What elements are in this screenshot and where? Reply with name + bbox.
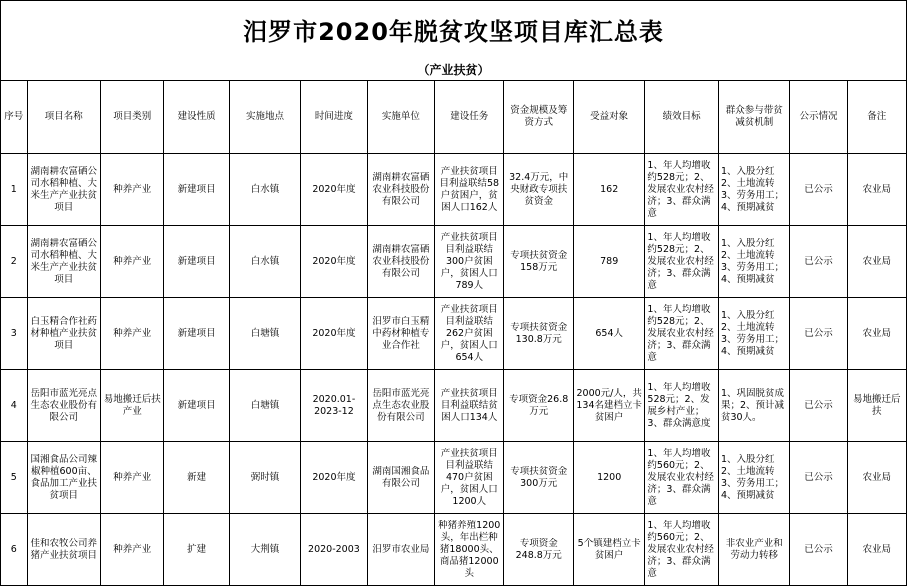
cell-funds [504, 514, 573, 586]
cell-project-name [27, 370, 101, 442]
col-header: 绩效目标 [645, 81, 719, 154]
cell-text: 湖南耕农富硒公司水稻种植、大米生产产业扶贫项目 [30, 165, 98, 213]
col-header: 时间进度 [301, 81, 367, 154]
cell-mechanism [718, 154, 789, 226]
cell-project-name [27, 226, 101, 298]
cell-publicity: 已公示 [790, 514, 847, 586]
cell-index: 5 [1, 442, 28, 514]
cell-location: 白塘镇 [229, 370, 300, 442]
col-header: 序号 [1, 81, 28, 154]
cell-unit [367, 370, 434, 442]
cell-text: 32.4万元，中央财政专项扶贫资金 [509, 171, 569, 207]
cell-schedule: 2020年度 [301, 226, 367, 298]
cell-text: 1、年人均增收约528元；2、发展农业农村经济；3、群众满意 [647, 303, 714, 363]
cell-publicity: 已公示 [790, 370, 847, 442]
cell-remark: 农业局 [847, 298, 906, 370]
cell-text: 5个镇建档立卡贫困户 [577, 537, 641, 561]
cell-publicity: 已公示 [790, 442, 847, 514]
cell-text: 岳阳市蓝光亮点生态农业股份有限公司 [372, 387, 430, 423]
cell-task [435, 154, 504, 226]
cell-text: 1、年人均增收约560元；2、发展农业农村经济；3、群众满意 [647, 519, 714, 579]
cell-index: 1 [1, 154, 28, 226]
cell-category: 种养产业 [101, 154, 164, 226]
cell-text: 湖南耕农富硒公司水稻种植、大米生产产业扶贫项目 [30, 237, 98, 285]
col-header: 群众参与带贫减贫机制 [718, 81, 789, 154]
cell-text: 湖南耕农富硒农业科技股份有限公司 [372, 171, 430, 207]
cell-location: 白水镇 [229, 226, 300, 298]
table-row [1, 514, 907, 586]
cell-remark: 农业局 [847, 442, 906, 514]
table-row [1, 442, 907, 514]
cell-location: 大荆镇 [229, 514, 300, 586]
cell-text: 专项扶贫资金158万元 [510, 249, 568, 273]
cell-text: 专项扶贫资金130.8万元 [510, 321, 568, 345]
cell-text: 产业扶贫项目目利益联结470户贫困户，贫困人口1200人 [440, 447, 498, 507]
cell-goal [645, 370, 719, 442]
cell-goal [645, 514, 719, 586]
cell-mechanism [718, 514, 789, 586]
cell-text: 1、年人均增收约560元；2、发展农业农村经济；3、群众满意 [647, 447, 714, 507]
cell-schedule: 2020年度 [301, 442, 367, 514]
cell-text: 专项资金248.8万元 [515, 537, 562, 561]
cell-text: 种猪养殖1200头，年出栏种猪18000头、商品猪12000头 [438, 519, 501, 579]
cell-text: 1、年人均增收528元；2、发展乡村产业；3、群众满意度 [647, 381, 711, 429]
cell-category: 种养产业 [101, 442, 164, 514]
cell-nature: 新建项目 [164, 370, 229, 442]
header-row [1, 81, 907, 154]
cell-nature: 新建 [164, 442, 229, 514]
cell-location: 白塘镇 [229, 298, 300, 370]
cell-funds [504, 370, 573, 442]
cell-text: 1、入股分红2、土地流转3、劳务用工；4、预期减贫 [720, 309, 784, 357]
cell-text: 佳和农牧公司养猪产业扶贫项目 [30, 537, 98, 561]
cell-task [435, 226, 504, 298]
cell-mechanism [718, 298, 789, 370]
cell-publicity: 已公示 [790, 154, 847, 226]
table-row [1, 154, 907, 226]
cell-text: 湖南国湘食品有限公司 [372, 465, 430, 489]
col-header: 受益对象 [573, 81, 644, 154]
cell-text: 1、年人均增收约528元；2、发展农业农村经济；3、群众满意 [647, 159, 714, 219]
table-row [1, 370, 907, 442]
col-header: 资金规模及筹资方式 [504, 81, 573, 154]
cell-schedule: 2020年度 [301, 154, 367, 226]
cell-text: 1、年人均增收约528元；2、发展农业农村经济；3、群众满意 [647, 231, 714, 291]
cell-category: 易地搬迁后扶产业 [101, 370, 164, 442]
cell-text: 产业扶贫项目目利益联结58户贫困户，贫困人口162人 [439, 165, 500, 213]
col-header: 实施地点 [229, 81, 300, 154]
cell-publicity: 已公示 [790, 298, 847, 370]
cell-funds [504, 154, 573, 226]
cell-index: 3 [1, 298, 28, 370]
cell-nature: 新建项目 [164, 226, 229, 298]
cell-category: 种养产业 [101, 298, 164, 370]
cell-unit [367, 226, 434, 298]
col-header: 项目类别 [101, 81, 164, 154]
cell-unit [367, 514, 434, 586]
cell-goal [645, 226, 719, 298]
cell-text: 汨罗市白玉精中药材种植专业合作社 [372, 315, 430, 351]
cell-task [435, 370, 504, 442]
table-row [1, 298, 907, 370]
cell-nature: 扩建 [164, 514, 229, 586]
cell-publicity: 已公示 [790, 226, 847, 298]
table-row [1, 226, 907, 298]
cell-beneficiary: 654人 [573, 298, 644, 370]
cell-schedule: 2020年度 [301, 298, 367, 370]
cell-project-name [27, 442, 101, 514]
cell-index: 6 [1, 514, 28, 586]
cell-text: 汨罗市农业局 [372, 543, 430, 555]
cell-text: 1、入股分红2、土地流转3、劳务用工；4、预期减贫 [720, 453, 784, 501]
cell-text: 1、入股分红2、土地流转3、劳务用工；4、预期减贫 [720, 165, 784, 213]
cell-text: 非农业产业和劳动力转移 [725, 537, 783, 561]
cell-schedule: 2020.01-2023-12 [301, 370, 367, 442]
cell-remark: 易地搬迁后扶 [847, 370, 906, 442]
cell-category: 种养产业 [101, 514, 164, 586]
cell-beneficiary: 162 [573, 154, 644, 226]
col-header: 项目名称 [27, 81, 101, 154]
cell-project-name [27, 514, 101, 586]
cell-mechanism [718, 226, 789, 298]
cell-beneficiary: 789 [573, 226, 644, 298]
page-subtitle: （产业扶贫） [417, 62, 490, 77]
summary-table [0, 80, 907, 586]
cell-text: 专项扶贫资金300万元 [510, 465, 568, 489]
cell-project-name [27, 298, 101, 370]
cell-beneficiary [573, 514, 644, 586]
col-header: 实施单位 [367, 81, 434, 154]
cell-text: 1、巩固脱贫成果；2、预计减贫30人。 [720, 387, 784, 423]
cell-mechanism [718, 370, 789, 442]
cell-schedule: 2020-2003 [301, 514, 367, 586]
cell-text: 岳阳市蓝光亮点生态农业股份有限公司 [30, 387, 98, 423]
page-title: 汨罗市2020年脱贫攻坚项目库汇总表 [243, 17, 664, 46]
cell-text: 1、入股分红2、土地流转3、劳务用工；4、预期减贫 [720, 237, 784, 285]
cell-goal [645, 442, 719, 514]
cell-category: 种养产业 [101, 226, 164, 298]
cell-unit [367, 298, 434, 370]
cell-text: 白玉精合作社药材种植产业扶贫项目 [30, 315, 98, 351]
cell-goal [645, 154, 719, 226]
cell-beneficiary: 1200 [573, 442, 644, 514]
cell-nature: 新建项目 [164, 298, 229, 370]
col-header: 备注 [847, 81, 906, 154]
cell-unit [367, 154, 434, 226]
cell-beneficiary [573, 370, 644, 442]
cell-funds [504, 442, 573, 514]
col-header: 建设性质 [164, 81, 229, 154]
cell-text: 湖南耕农富硒农业科技股份有限公司 [372, 243, 430, 279]
cell-task [435, 442, 504, 514]
cell-project-name [27, 154, 101, 226]
cell-mechanism [718, 442, 789, 514]
cell-unit [367, 442, 434, 514]
cell-funds [504, 226, 573, 298]
cell-text: 国湘食品公司辣椒种植600亩、食品加工产业扶贫项目 [30, 453, 98, 501]
cell-index: 2 [1, 226, 28, 298]
cell-location: 白水镇 [229, 154, 300, 226]
cell-index: 4 [1, 370, 28, 442]
cell-goal [645, 298, 719, 370]
cell-text: 2000元/人，共134名建档立卡贫困户 [576, 387, 642, 423]
col-header: 公示情况 [790, 81, 847, 154]
cell-remark: 农业局 [847, 226, 906, 298]
cell-remark: 农业局 [847, 154, 906, 226]
col-header: 建设任务 [435, 81, 504, 154]
cell-task [435, 514, 504, 586]
cell-nature: 新建项目 [164, 154, 229, 226]
cell-location: 弼时镇 [229, 442, 300, 514]
cell-remark: 农业局 [847, 514, 906, 586]
cell-funds [504, 298, 573, 370]
cell-task [435, 298, 504, 370]
cell-text: 产业扶贫项目目利益联结262户贫困户，贫困人口654人 [440, 303, 498, 363]
cell-text: 产业扶贫项目目利益联结300户贫困户，贫困人口789人 [440, 231, 498, 291]
cell-text: 专项资金26.8万元 [509, 393, 569, 417]
cell-text: 产业扶贫项目目利益联结贫困人口134人 [440, 387, 498, 423]
